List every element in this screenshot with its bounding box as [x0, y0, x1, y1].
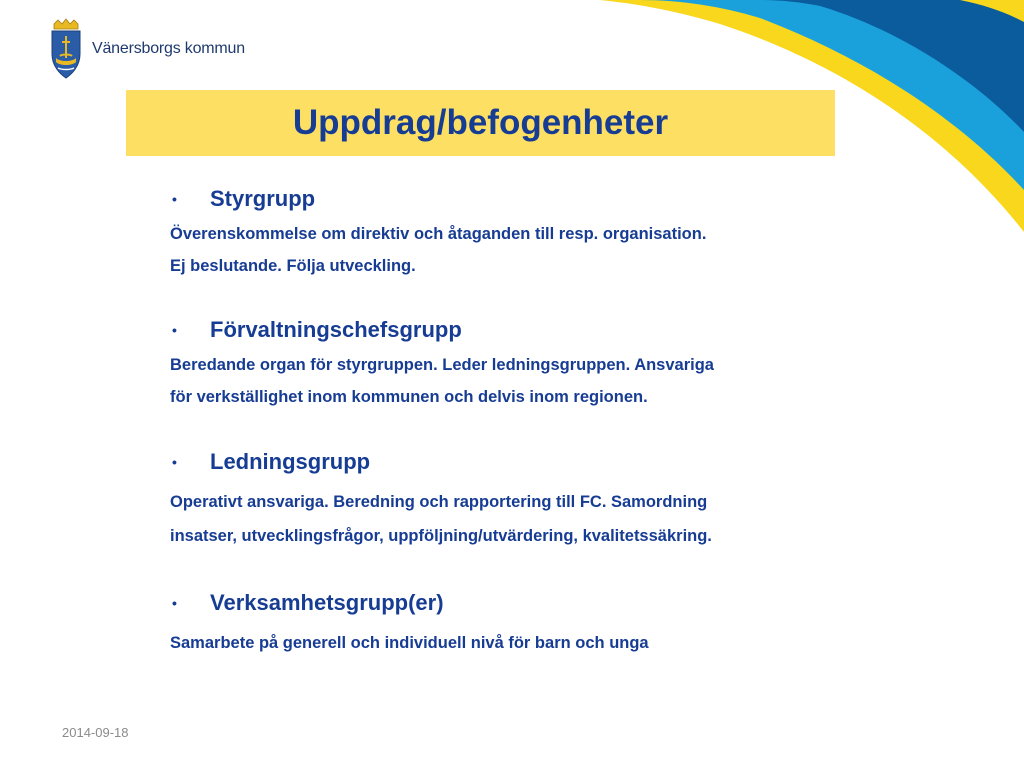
municipal-coat-of-arms-icon: [48, 18, 84, 80]
description-line: insatser, utvecklingsfrågor, uppföljning/utvärdering, kvalitetssäkring.: [170, 527, 712, 545]
section-styrgrupp: [170, 180, 706, 282]
section-heading-row: [170, 584, 649, 622]
description-line: Beredande organ för styrgruppen. Leder ledningsgruppen. Ansvariga: [170, 356, 714, 374]
bullet-dot: •: [172, 454, 177, 470]
section-heading-row: [170, 443, 712, 481]
section-heading: Förvaltningschefsgrupp: [210, 317, 462, 342]
description-line: Samarbete på generell och individuell nivå för barn och unga: [170, 634, 649, 652]
organization-logo: [48, 18, 245, 80]
section-heading-row: [170, 311, 714, 349]
bullet-dot: •: [172, 595, 177, 611]
bullet-dot: •: [172, 322, 177, 338]
section-heading-row: [170, 180, 706, 218]
organization-name: Vänersborgs kommun: [92, 40, 245, 57]
description-line: för verkställighet inom kommunen och delvis inom regionen.: [170, 388, 648, 406]
bullet-dot: •: [172, 191, 177, 207]
section-description: [170, 349, 714, 413]
section-heading: Styrgrupp: [210, 186, 316, 211]
description-line: Ej beslutande. Följa utveckling.: [170, 257, 416, 275]
description-line: Överenskommelse om direktiv och åtaganden till resp. organisation.: [170, 225, 707, 243]
section-description: [170, 218, 706, 282]
slide-title: Uppdrag/befogenheter: [292, 103, 669, 142]
section-heading: Ledningsgrupp: [210, 449, 371, 474]
title-banner: [126, 90, 835, 156]
footer-date: 2014-09-18: [62, 725, 129, 740]
description-line: Operativt ansvariga. Beredning och rapportering till FC. Samordning: [170, 493, 708, 511]
section-ledningsgrupp: [170, 443, 712, 553]
section-forvaltningschefsgrupp: [170, 311, 714, 413]
section-description: [170, 626, 649, 660]
section-heading: Verksamhetsgrupp(er): [210, 590, 444, 615]
section-verksamhetsgrupper: [170, 584, 649, 660]
section-description: [170, 485, 712, 553]
